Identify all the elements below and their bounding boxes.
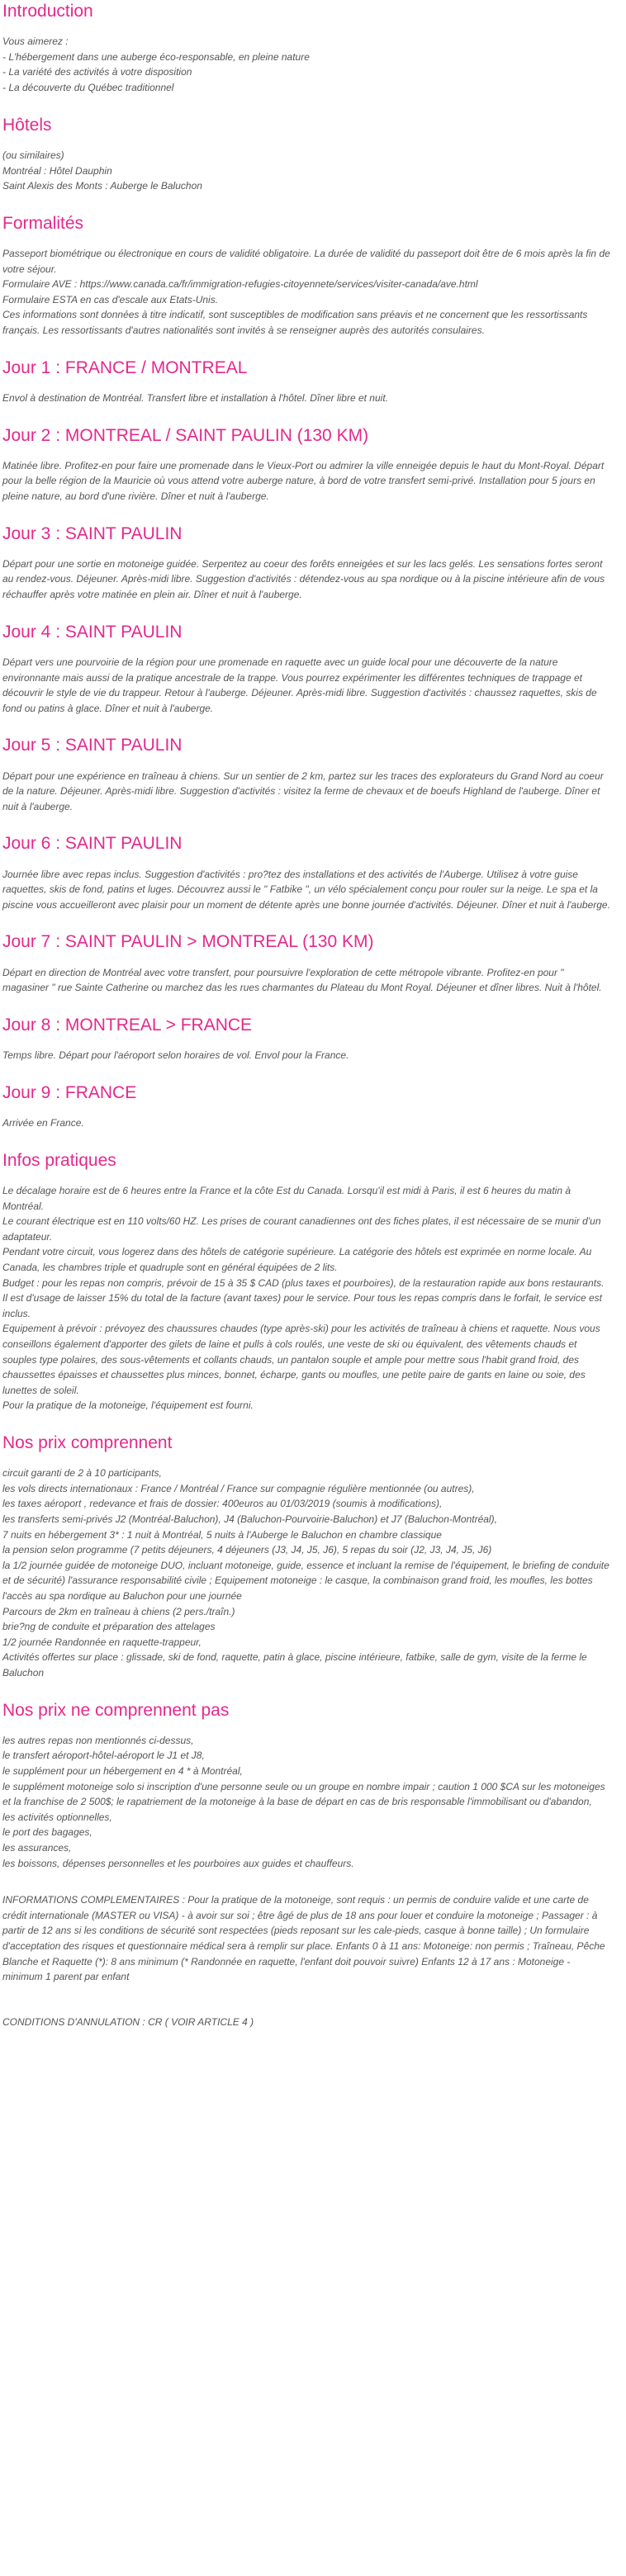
- section-line: la 1/2 journée guidée de motoneige DUO, incluant motoneige, guide, essence et incluant la remise de l'équipement, le briefing de conduite et de sécurité) l'assurance responsabilité civile ; Equipement motoneige : le casque, la combinaison grand froid, les moufles, les bottes: [2, 1559, 609, 1587]
- section-line: Formulaire ESTA en cas d'escale aux Etats-Unis.: [2, 293, 219, 305]
- section: [2, 424, 611, 504]
- section: [2, 734, 611, 814]
- section: [2, 1082, 611, 1131]
- section-line: les boissons, dépenses personnelles et les pourboires aux guides et chauffeurs.: [2, 1857, 354, 1869]
- section-body: [2, 965, 611, 996]
- section: [2, 930, 611, 995]
- section: [2, 621, 611, 717]
- section-title: Nos prix ne comprennent pas: [2, 1700, 230, 1720]
- section-body: [2, 391, 611, 406]
- section: [2, 212, 611, 339]
- section-line: le supplément pour un hébergement en 4 * à Montréal,: [2, 1765, 243, 1778]
- additional-information: INFORMATIONS COMPLEMENTAIRES : Pour la pratique de la motoneige, sont requis : un permis de conduire valide et une carte de crédit internationale (MASTER ou VISA) - à avoir sur soi ; être âgé de plus de 18 ans pour louer et conduire la motoneige ; Passager : à partir de 12 ans si les conditions de sécurité sont respectées (pieds reposant sur les cale-pieds, casque à bonne taille) ; Un formulaire d'acceptation des risques et questionnaire médical sera à remplir sur place. Enfants 0 à 11 ans: Motoneige: non permis ; Traîneau, Pêche Blanche et Raquette (*): 8 ans minimum (* Randonnée en raquette, l'enfant doit pouvoir suivre) Enfants 12 à 17 ans : Motoneige - minimum 1 parent par enfant: [2, 1894, 605, 1983]
- section-line: Journée libre avec repas inclus. Suggestion d'activités : pro?tez des installations et des activités de l'Auberge. Utilisez à votre guise raquettes, skis de fond, patins et luges. Découvrez aussi le " Fatbike ", un vélo spécialement conçu pour rouler sur la neige. Le spa et la piscine vous accueilleront avec plaisir pour un moment de détente après une bonne journée d'activités. Déjeuner. Dîner et nuit à l'auberge.: [2, 868, 610, 911]
- section-body: [2, 1048, 611, 1063]
- section-line: Matinée libre. Profitez-en pour faire une promenade dans le Vieux-Port ou admirer la ville enneigée depuis le haut du Mont-Royal. Départ pour la belle région de la Mauricie où vous attend votre auberge nature, à bord de votre transfert semi-privé. Installation pour 5 jours en pleine nature, au bord d'une rivière. Dîner et nuit à l'auberge.: [2, 459, 605, 502]
- section-line: Budget : pour les repas non compris, prévoir de 15 à 35 $ CAD (plus taxes et pourboires), de la restauration rapide aux bons restaurants. Il est d'usage de laisser 15% du total de la facture (avant taxes) pour le service. Pour tous les repas compris dans le forfait, le service est inclus.: [2, 1276, 605, 1319]
- section: [2, 1149, 611, 1413]
- section-title: Nos prix comprennent: [2, 1432, 173, 1452]
- section-line: Départ pour une sortie en motoneige guidée. Serpentez au coeur des forêts enneigées et sur les lacs gelés. Les sensations fortes seront au rendez-vous. Déjeuner. Après-midi libre. Suggestion d'activités : détendez-vous au spa nordique ou à la piscine intérieure afin de vous réchauffer après votre matinée en plein air. Dîner et nuit à l'auberge.: [2, 557, 605, 601]
- section: [2, 0, 611, 96]
- section-title: Jour 1 : FRANCE / MONTREAL: [2, 358, 248, 377]
- section-title: Jour 7 : SAINT PAULIN > MONTREAL (130 KM): [2, 932, 374, 952]
- section-line: circuit garanti de 2 à 10 participants,: [2, 1467, 162, 1480]
- section-body: [2, 148, 611, 194]
- section-title: Hôtels: [2, 115, 52, 135]
- section: [2, 1014, 611, 1063]
- section: [2, 1699, 611, 1985]
- section-line: les taxes aéroport , redevance et frais de dossier: 400euros au 01/03/2019 (soumis à modifications),: [2, 1498, 443, 1510]
- section-line: Activités offertes sur place : glissade, ski de fond, raquette, patin à glace, piscine intérieure, fatbike, salle de gym, visite de la ferme le Baluchon: [2, 1651, 587, 1679]
- section-body: [2, 769, 611, 815]
- section-line: le transfert aéroport-hôtel-aéroport le J1 et J8,: [2, 1750, 205, 1762]
- cancellation-conditions: CONDITIONS D'ANNULATION : CR ( VOIR ARTICLE 4 ): [2, 2015, 254, 2028]
- section-line: les activités optionnelles,: [2, 1811, 112, 1823]
- section-line: Passeport biométrique ou électronique en cours de validité obligatoire. La durée de validité du passeport doit être de 6 mois après la fin de votre séjour.: [2, 248, 610, 275]
- section-line: - La découverte du Québec traditionnel: [2, 82, 174, 94]
- section: [2, 832, 611, 912]
- section-line: Vous aimerez :: [2, 36, 69, 48]
- section-title: Jour 4 : SAINT PAULIN: [2, 622, 183, 642]
- section-line: Départ vers une pourvoirie de la région pour une promenade en raquette avec un guide local pour une découverte de la nature environnante mais aussi de la pratique ancestrale de la trappe. Vous pourrez expérimenter les différentes techniques de trappage et découvrir le style de vie du trappeur. Retour à l'auberge. Déjeuner. Après-midi libre. Suggestion d'activités : chaussez raquettes, skis de fond ou patins à glace. Dîner et nuit à l'auberge.: [2, 656, 597, 714]
- section: [2, 1432, 611, 1681]
- section-body: [2, 867, 611, 913]
- section-title: Jour 3 : SAINT PAULIN: [2, 523, 183, 543]
- section-body: [2, 1115, 611, 1131]
- section-line: Saint Alexis des Monts : Auberge le Baluchon: [2, 180, 202, 192]
- section-body: [2, 1733, 611, 1985]
- section-line: 7 nuits en hébergement 3* : 1 nuit à Montréal, 5 nuits à l'Auberge le Baluchon en chambre classique: [2, 1528, 442, 1541]
- section-title: Jour 9 : FRANCE: [2, 1082, 137, 1102]
- section: [2, 114, 611, 194]
- section-line: Départ en direction de Montréal avec votre transfert, pour poursuivre l'exploration de cette métropole vibrante. Profitez-en pour " magasiner " rue Sainte Catherine ou marchez das les rues charmantes du Plateau du Mont Royal. Déjeuner et dîner libres. Nuit à l'hôtel.: [2, 966, 602, 994]
- section-line: brie?ng de conduite et préparation des attelages: [2, 1621, 216, 1633]
- section-line: Arrivée en France.: [2, 1117, 84, 1129]
- section-line: Equipement à prévoir : prévoyez des chaussures chaudes (type après-ski) pour les activités de traîneau à chiens et raquette. Nous vous conseillons également d'apporter des gilets de laine et pulls à cols roulés, une veste de ski ou équivalent, des vêtements chauds et souples type polaires, des sous-vêtements et collants chauds, un pantalon souple et ample pour mettre sous l'habit grand froid, des chaussettes épaisses et chaussettes plus minces, bonnet, écharpe, gants ou moufles, une petite paire de gants en laine ou soie, des lunettes de soleil.: [2, 1323, 600, 1396]
- section-line: l'accès au spa nordique au Baluchon pour une journée: [2, 1590, 242, 1602]
- section-body: [2, 655, 611, 716]
- section-line: Formulaire AVE : https://www.canada.ca/fr/immigration-refugies-citoyennete/services/visiter-canada/ave.html: [2, 278, 478, 291]
- section-line: 1/2 journée Randonnée en raquette-trappeur,: [2, 1636, 202, 1648]
- section-body: [2, 34, 611, 95]
- section-title: Formalités: [2, 213, 84, 233]
- section-body: [2, 1183, 611, 1413]
- section-line: Ces informations sont données à titre indicatif, sont susceptibles de modification sans préavis et ne concernent que les ressortissants français. Les ressortissants d'autres nationalités sont invités à se renseigner auprès des autorités consulaires.: [2, 309, 588, 337]
- section-line: - La variété des activités à votre disposition: [2, 66, 192, 78]
- section-line: Le décalage horaire est de 6 heures entre la France et la côte Est du Canada. Lorsqu'il est midi à Paris, il est 6 heures du matin à Montréal.: [2, 1185, 571, 1212]
- section-line: les transferts semi-privés J2 (Montréal-Baluchon), J4 (Baluchon-Pourvoirie-Baluchon) et J7 (Baluchon-Montréal),: [2, 1513, 497, 1526]
- section-title: Introduction: [2, 2, 93, 21]
- section-line: les vols directs internationaux : France / Montréal / France sur compagnie régulière mentionnée (ou autres),: [2, 1482, 475, 1494]
- section-title: Jour 5 : SAINT PAULIN: [2, 736, 183, 755]
- section-title: Jour 6 : SAINT PAULIN: [2, 834, 183, 854]
- section-line: Parcours de 2km en traîneau à chiens (2 pers./traîn.): [2, 1605, 235, 1617]
- section-body: [2, 458, 611, 504]
- section-line: Pour la pratique de la motoneige, l'équipement est fourni.: [2, 1399, 254, 1412]
- section-line: les autres repas non mentionnés ci-dessus,: [2, 1734, 194, 1746]
- section-title: Jour 8 : MONTREAL > FRANCE: [2, 1015, 253, 1035]
- section-title: Infos pratiques: [2, 1150, 116, 1170]
- section-line: - L'hébergement dans une auberge éco-responsable, en pleine nature: [2, 50, 310, 63]
- section-line: Pendant votre circuit, vous logerez dans des hôtels de catégorie supérieure. La catégorie des hôtels est exprimée en norme locale. Au Canada, les chambres triple et quadruple sont en général équipées de 2 lits.: [2, 1246, 592, 1274]
- section-line: Montréal : Hôtel Dauphin: [2, 164, 112, 177]
- section-line: (ou similaires): [2, 149, 64, 161]
- section-line: le port des bagages,: [2, 1826, 92, 1839]
- section-line: Temps libre. Départ pour l'aéroport selon horaires de vol. Envol pour la France.: [2, 1049, 349, 1062]
- section-line: le supplément motoneige solo si inscription d'une personne seule ou un groupe en nombre impair ; caution 1 000 $CA sur les motoneiges et la franchise de 2 500$; le rapatriement de la motoneige à la base de départ en cas de bris responsable l'immobilisant ou d'abandon,: [2, 1780, 605, 1808]
- section-line: Envol à destination de Montréal. Transfert libre et installation à l'hôtel. Dîner libre et nuit.: [2, 391, 388, 404]
- section: [2, 523, 611, 603]
- section-body: [2, 556, 611, 603]
- section: [2, 357, 611, 406]
- section-line: Départ pour une expérience en traîneau à chiens. Sur un sentier de 2 km, partez sur les traces des explorateurs du Grand Nord au coeur de la nature. Déjeuner. Après-midi libre. Suggestion d'activités : visitez la ferme de chevaux et de boeufs Highland de l'auberge. Dîner et nuit à l'auberge.: [2, 769, 604, 812]
- section-body: [2, 1466, 611, 1680]
- section-line: les assurances,: [2, 1842, 72, 1854]
- sections-container: [2, 0, 611, 1985]
- section-body: [2, 246, 611, 339]
- section-title: Jour 2 : MONTREAL / SAINT PAULIN (130 KM): [2, 425, 369, 445]
- section-line: Le courant électrique est en 110 volts/60 HZ. Les prises de courant canadiennes ont des fiches plates, il est nécessaire de se munir d'un adaptateur.: [2, 1215, 601, 1243]
- section-line: la pension selon programme (7 petits déjeuners, 4 déjeuners (J3, J4, J5, J6), 5 repas du soir (J2, J3, J4, J5, J6): [2, 1544, 492, 1556]
